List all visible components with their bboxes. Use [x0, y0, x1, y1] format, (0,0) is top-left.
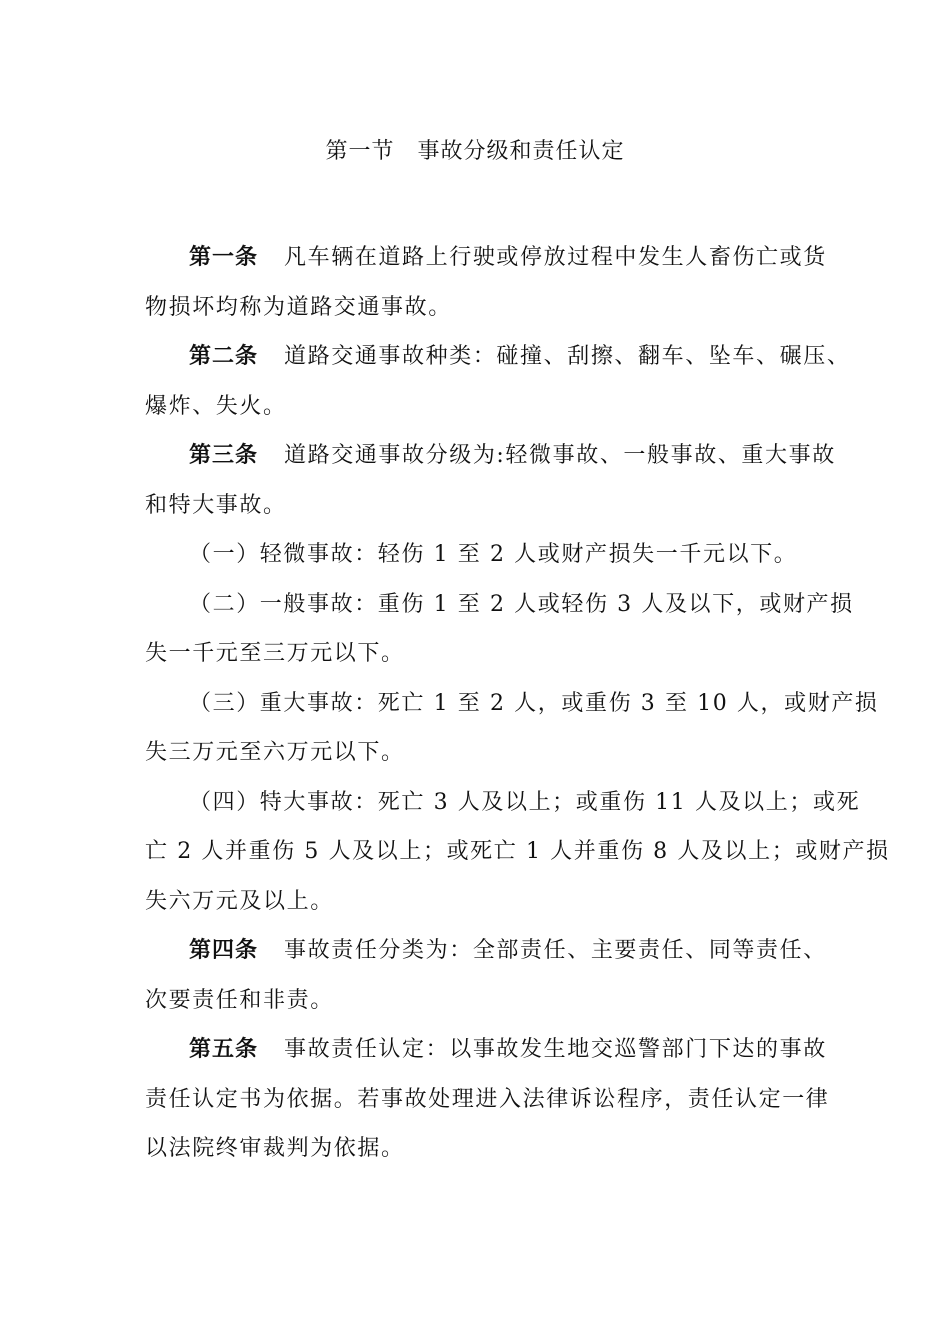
article-5-line-2: 责任认定书为依据。若事故处理进入法律诉讼程序，责任认定一律 — [145, 1086, 830, 1112]
grade-severe — [145, 778, 890, 927]
grade-severe-line-3: 失六万元及以上。 — [145, 888, 334, 914]
article-4-line-1 — [145, 926, 825, 976]
grade-general — [145, 580, 854, 679]
article-4-heading: 第四条 — [189, 938, 259, 963]
grade-severe-line-2: 亡 2 人并重伤 5 人及以上；或死亡 1 人并重伤 8 人及以上；或财产损 — [145, 839, 890, 864]
article-1-text: 凡车辆在道路上行驶或停放过程中发生人畜伤亡或货 — [284, 245, 827, 270]
document-body — [145, 233, 890, 1174]
article-3 — [145, 431, 836, 530]
article-1-line-2: 物损坏均称为道路交通事故。 — [145, 294, 452, 320]
grade-major-line-2: 失三万元至六万元以下。 — [145, 740, 405, 765]
grade-major — [145, 679, 879, 778]
grade-major-line-1: （三）重大事故：死亡 1 至 2 人，或重伤 3 至 10 人，或财产损 — [189, 690, 879, 716]
article-1 — [145, 233, 825, 332]
article-3-line-2: 和特大事故。 — [145, 492, 287, 518]
section-title: 第一节 事故分级和责任认定 — [325, 139, 625, 164]
article-1-heading: 第一条 — [189, 245, 259, 270]
article-5 — [145, 1025, 830, 1174]
article-5-heading: 第五条 — [189, 1037, 259, 1062]
article-3-text: 道路交通事故分级为:轻微事故、一般事故、重大事故 — [284, 443, 836, 468]
article-2-line-2: 爆炸、失火。 — [145, 393, 287, 419]
article-3-line-1 — [145, 431, 836, 481]
article-2-text: 道路交通事故种类：碰撞、刮擦、翻车、坠车、碾压、 — [284, 344, 851, 369]
grade-general-line-2: 失一千元至三万元以下。 — [145, 641, 405, 666]
article-4-line-2: 次要责任和非责。 — [145, 987, 334, 1013]
article-5-line-3: 以法院终审裁判为依据。 — [145, 1136, 405, 1161]
article-1-line-1 — [145, 233, 825, 283]
article-4-text: 事故责任分类为：全部责任、主要责任、同等责任、 — [284, 938, 827, 963]
article-3-heading: 第三条 — [189, 443, 259, 468]
grade-minor-line-1: （一）轻微事故：轻伤 1 至 2 人或财产损失一千元以下。 — [189, 542, 798, 567]
grade-severe-line-1: （四）特大事故：死亡 3 人及以上；或重伤 11 人及以上；或死 — [189, 789, 861, 815]
article-2-line-1 — [145, 332, 851, 382]
grade-general-line-1: （二）一般事故：重伤 1 至 2 人或轻伤 3 人及以下，或财产损 — [189, 591, 854, 617]
grade-minor — [145, 530, 825, 580]
article-2 — [145, 332, 851, 431]
article-4 — [145, 926, 825, 1025]
article-5-line-1 — [145, 1025, 825, 1075]
article-2-heading: 第二条 — [189, 344, 259, 369]
article-5-text: 事故责任认定：以事故发生地交巡警部门下达的事故 — [284, 1037, 827, 1062]
